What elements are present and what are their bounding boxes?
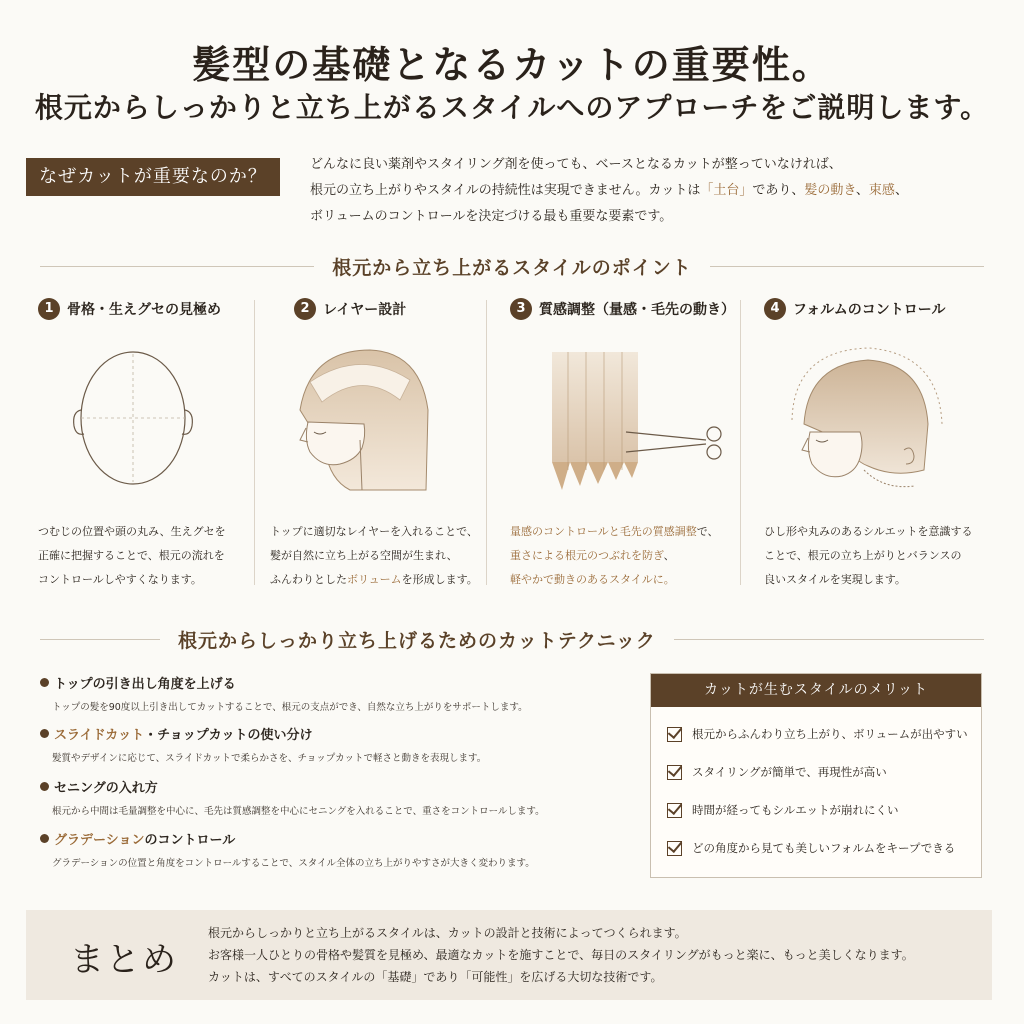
technique-item-2 — [40, 724, 630, 764]
technique-section-heading — [40, 626, 984, 653]
merit-item — [667, 802, 898, 818]
desc-highlight: ボリューム — [347, 573, 402, 586]
summary-line: カットは、すべてのスタイルの「基礎」であり「可能性」を広げる大切な技術です。 — [208, 970, 663, 984]
merit-item-text: どの角度から見ても美しいフォルムをキープできる — [692, 841, 956, 855]
point-number-badge: 2 — [294, 298, 316, 320]
summary-line: お客様一人ひとりの骨格や髪質を見極め、最適なカットを施すことで、毎日のスタイリングがもっと楽に、もっと美しくなります。 — [208, 948, 914, 962]
point-2 — [270, 298, 500, 598]
point-title-text: 骨格・生えグセの見極め — [67, 302, 221, 318]
desc-part: を形成します。 — [401, 573, 478, 586]
point-1 — [38, 298, 268, 598]
desc-line: 髪が自然に立ち上がる空間が生まれ、 — [270, 549, 458, 562]
bullet-dot-icon — [40, 678, 49, 687]
divider — [486, 300, 487, 585]
point-number-badge: 4 — [764, 298, 786, 320]
technique-description: グラデーションの位置と角度をコントロールすることで、スタイル全体の立ち上がりやすさが大きく変わります。 — [52, 858, 535, 869]
divider — [254, 300, 255, 585]
why-text-part: 、 — [894, 183, 908, 198]
why-highlight-movement: 髪の動き — [804, 183, 856, 198]
why-text-part: 根元の立ち上がりやスタイルの持続性は実現できません。カットは — [310, 183, 701, 198]
point-1-title — [38, 298, 268, 320]
technique-description: 根元から中間は毛量調整を中心に、毛先は質感調整を中心にセニングを入れることで、重さをコントロールします。 — [52, 806, 545, 817]
desc-line: ひし形や丸みのあるシルエットを意識する — [764, 525, 973, 538]
desc-part: で、 — [696, 525, 719, 538]
why-line-1: どんなに良い薬剤やスタイリング剤を使っても、ベースとなるカットが整っていなければ、 — [310, 157, 842, 172]
checkbox-check-icon — [667, 841, 682, 856]
summary-title: まとめ — [70, 940, 178, 980]
desc-line: ことで、根元の立ち上がりとバランスの — [764, 549, 962, 562]
summary-line: 根元からしっかりと立ち上がるスタイルは、カットの設計と技術によってつくられます。 — [208, 926, 687, 940]
desc-highlight: 重さによる根元のつぶれを防ぎ — [510, 549, 664, 562]
why-highlight-texture: 束感 — [868, 183, 895, 198]
checkbox-check-icon — [667, 803, 682, 818]
why-line-2 — [310, 178, 1010, 204]
merit-heading: カットが生むスタイルのメリット — [651, 674, 981, 707]
desc-line — [510, 544, 740, 568]
point-title-text: レイヤー設計 — [323, 302, 407, 318]
head-skeleton-icon — [38, 340, 268, 510]
desc-line — [270, 568, 500, 592]
desc-line: 軽やかで動きのあるスタイルに。 — [510, 573, 675, 586]
technique-title — [40, 777, 630, 796]
point-4-description — [764, 520, 994, 592]
divider — [674, 639, 984, 640]
point-4-title — [764, 298, 994, 320]
bullet-dot-icon — [40, 729, 49, 738]
merit-box — [650, 673, 982, 878]
point-4 — [764, 298, 994, 598]
why-highlight-foundation: 「土台」 — [700, 183, 753, 198]
technique-title-text: セニングの入れ方 — [54, 781, 158, 796]
desc-line: トップに適切なレイヤーを入れることで、 — [270, 525, 478, 538]
merit-item — [667, 726, 968, 742]
checkbox-check-icon — [667, 727, 682, 742]
merit-item — [667, 840, 955, 856]
technique-item-4 — [40, 829, 630, 869]
technique-title — [40, 673, 630, 692]
why-line-3: ボリュームのコントロールを決定づける最も重要な要素です。 — [310, 209, 673, 224]
technique-title-text: のコントロール — [144, 833, 236, 848]
points-section-heading — [40, 253, 984, 280]
points-heading-text: 根元から立ち上がるスタイルのポイント — [332, 257, 692, 279]
divider — [740, 300, 741, 585]
summary-box — [26, 910, 992, 1000]
point-number-badge: 1 — [38, 298, 60, 320]
technique-title-highlight: グラデーション — [54, 833, 145, 848]
checkbox-check-icon — [667, 765, 682, 780]
merit-item-text: 時間が経ってもシルエットが崩れにくい — [692, 803, 899, 817]
technique-title-text: ・チョップカットの使い分け — [144, 728, 313, 743]
bullet-dot-icon — [40, 834, 49, 843]
desc-line — [510, 520, 740, 544]
desc-part: ふんわりとした — [270, 573, 347, 586]
divider — [40, 266, 314, 267]
hair-strands-scissors-icon — [510, 340, 740, 510]
technique-title — [40, 829, 630, 848]
desc-line: 正確に把握することで、根元の流れを — [38, 549, 225, 562]
technique-title-highlight: スライドカット — [54, 728, 145, 743]
technique-description: トップの髪を90度以上引き出してカットすることで、根元の支点ができ、自然な立ち上がりをサポートします。 — [52, 702, 528, 713]
point-title-text: 質感調整（量感・毛先の動き） — [539, 302, 735, 318]
layer-head-icon — [270, 340, 500, 510]
merit-item — [667, 764, 887, 780]
point-1-description — [38, 520, 268, 592]
divider — [40, 639, 160, 640]
point-3-description — [510, 520, 740, 592]
form-control-head-icon — [764, 340, 994, 510]
page-subtitle: 根元からしっかりと立ち上がるスタイルへのアプローチをご説明します。 — [34, 91, 990, 124]
point-3-title — [510, 298, 740, 320]
why-text-part: であり、 — [752, 183, 805, 198]
point-2-title — [294, 298, 500, 320]
technique-description: 髪質やデザインに応じて、スライドカットで柔らかさを、チョップカットで軽さと動きを表現します。 — [52, 753, 487, 764]
desc-highlight: 量感のコントロールと毛先の質感調整 — [510, 525, 697, 538]
technique-item-3 — [40, 777, 630, 817]
technique-heading-text: 根元からしっかり立ち上げるためのカットテクニック — [178, 630, 656, 652]
point-2-description — [270, 520, 500, 592]
technique-title — [40, 724, 630, 743]
point-title-text: フォルムのコントロール — [793, 302, 946, 318]
desc-line: コントロールしやすくなります。 — [38, 573, 202, 586]
divider — [710, 266, 984, 267]
merit-item-text: スタイリングが簡単で、再現性が高い — [692, 765, 887, 779]
why-description — [310, 152, 1010, 230]
desc-part: 、 — [663, 549, 675, 562]
why-label: なぜカットが重要なのか？ — [26, 158, 280, 196]
technique-item-1 — [40, 673, 630, 713]
desc-line: つむじの位置や頭の丸み、生えグセを — [38, 525, 226, 538]
summary-text — [208, 922, 914, 988]
bullet-dot-icon — [40, 782, 49, 791]
page-title: 髪型の基礎となるカットの重要性。 — [192, 42, 832, 87]
technique-title-text: トップの引き出し角度を上げる — [54, 677, 236, 692]
why-text-part: 、 — [855, 183, 869, 198]
point-3 — [510, 298, 740, 598]
merit-item-text: 根元からふんわり立ち上がり、ボリュームが出やすい — [692, 727, 968, 741]
point-number-badge: 3 — [510, 298, 532, 320]
desc-line: 良いスタイルを実現します。 — [764, 573, 906, 586]
